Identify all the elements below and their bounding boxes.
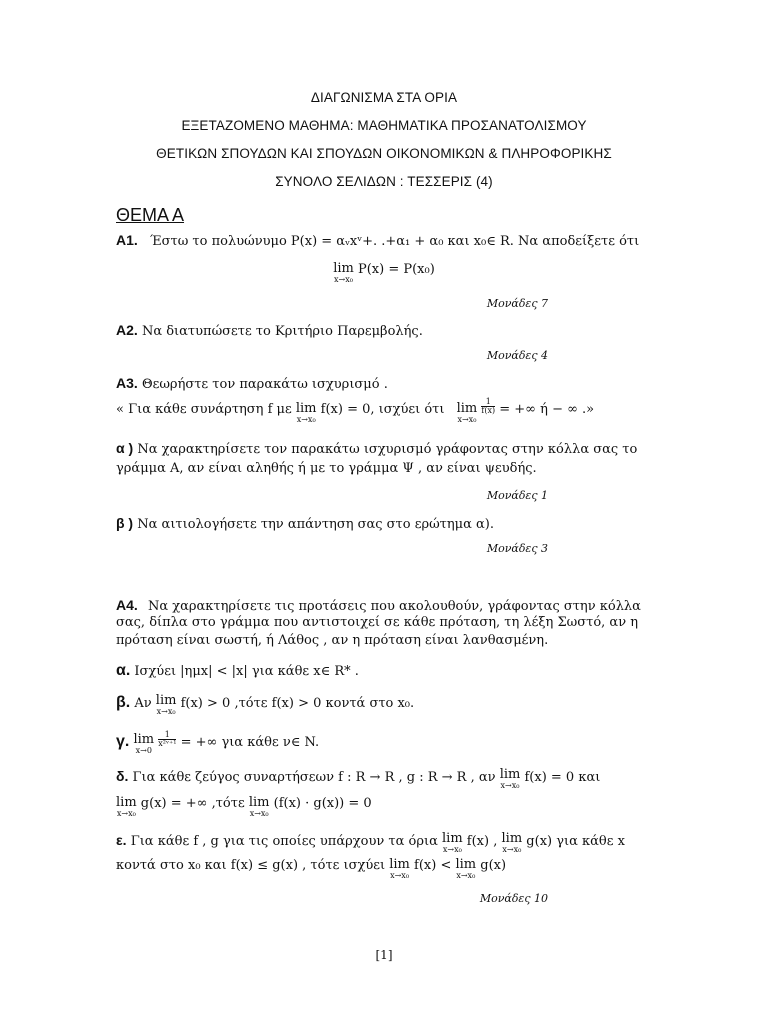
question-a1 bbox=[116, 232, 639, 249]
header-pages: ΣΥΝΟΛΟ ΣΕΛΙΔΩΝ : ΤΕΣΣΕΡΙΣ (4) bbox=[275, 174, 493, 189]
limit: lim x→x₀ bbox=[501, 831, 523, 854]
fraction: $\frac{1}{f(x)}$ bbox=[481, 397, 496, 415]
question-text: Θεωρήστε τον παρακάτω ισχυρισμό . bbox=[141, 377, 388, 392]
a4-item-d-cont: lim x→x₀ g(x) = +∞ ,τότε lim x→x₀ (f(x) · g(x)) = 0 bbox=[116, 795, 372, 818]
a3-alpha-cont: γράμμα Α, αν είναι αληθής ή με το γράμμα Ψ , αν είναι ψευδής. bbox=[116, 461, 537, 476]
limit: lim x→x₀ bbox=[389, 857, 410, 880]
a4-item-e: ε. Για κάθε f , g για τις οποίες υπάρχουν τα όρια lim x→x₀ f(x) , lim x→x₀ g(x) για κάθε x bbox=[116, 831, 625, 854]
question-a2 bbox=[116, 322, 423, 339]
a4-intro-3: πρόταση είναι σωστή, ή Λάθος , αν η πρόταση είναι λανθασμένη. bbox=[116, 633, 549, 648]
page-number: [1] bbox=[375, 948, 393, 962]
limit: lim x→x₀ bbox=[442, 831, 463, 854]
question-label: Α2. bbox=[116, 322, 138, 338]
a4-item-c: γ. lim x→0 $\frac{1}{\text{x²ᵛ⁺¹}}$ = +∞ για κάθε ν∈ N. bbox=[116, 730, 320, 755]
a4-item-e-cont: κοντά στο x₀ και f(x) ≤ g(x) , τότε ισχύει lim x→x₀ f(x) < lim x→x₀ g(x) bbox=[116, 857, 507, 880]
a1-points: Μονάδες 7 bbox=[486, 297, 548, 310]
question-a4: Α4. Να χαρακτηρίσετε τις προτάσεις που ακολουθούν, γράφοντας στην κόλλα bbox=[116, 597, 641, 614]
limit: lim x→0 bbox=[133, 732, 155, 755]
section-heading: ΘΕΜΑ Α bbox=[116, 205, 185, 225]
a3-alpha: α ) Να χαρακτηρίσετε τον παρακάτω ισχυρισμό γράφοντας στην κόλλα σας το bbox=[116, 440, 638, 457]
limit: lim x→x₀ bbox=[333, 261, 354, 284]
limit: lim x→x₀ bbox=[248, 795, 270, 818]
a3-claim: « Για κάθε συνάρτηση f με lim x→x₀ f(x) = 0, ισχύει ότι lim x→x₀ $\frac{1}{f(x)}$ = +∞ ή − ∞ .» bbox=[116, 397, 595, 424]
header-title: ΔΙΑΓΩΝΙΣΜΑ ΣΤΑ ΟΡΙΑ bbox=[310, 90, 458, 105]
limit: lim x→x₀ bbox=[456, 401, 478, 424]
a3-alpha-points: Μονάδες 1 bbox=[486, 489, 548, 502]
a4-points: Μονάδες 10 bbox=[479, 892, 548, 905]
limit: lim x→x₀ bbox=[295, 401, 317, 424]
limit: lim x→x₀ bbox=[155, 693, 177, 716]
question-text: Να διατυπώσετε το Κριτήριο Παρεμβολής. bbox=[141, 324, 423, 339]
a3-beta: β ) Να αιτιολογήσετε την απάντηση σας στο ερώτημα α). bbox=[116, 515, 495, 532]
a1-formula: lim x→x₀ P(x) = P(x₀) bbox=[333, 261, 435, 284]
limit: lim x→x₀ bbox=[499, 767, 521, 790]
a4-intro-2: σας, δίπλα στο γράμμα που αντιστοιχεί σε κάθε πρόταση, τη λέξη Σωστό, αν η bbox=[116, 615, 639, 630]
limit: lim x→x₀ bbox=[455, 857, 477, 880]
question-label: Α4. bbox=[116, 597, 138, 613]
a4-item-b: β. Αν lim x→x₀ f(x) > 0 ,τότε f(x) > 0 κοντά στο x₀. bbox=[116, 693, 415, 716]
limit: lim x→x₀ bbox=[116, 795, 137, 818]
question-label: Α1. bbox=[116, 232, 138, 248]
question-a3 bbox=[116, 375, 388, 392]
header-streams: ΘΕΤΙΚΩΝ ΣΠΟΥΔΩΝ ΚΑΙ ΣΠΟΥΔΩΝ ΟΙΚΟΝΟΜΙΚΩΝ & ΠΛΗΡΟΦΟΡΙΚΗΣ bbox=[156, 146, 612, 161]
fraction: $\frac{1}{\text{x²ᵛ⁺¹}}$ bbox=[158, 730, 177, 748]
a2-points: Μονάδες 4 bbox=[486, 349, 548, 362]
question-text: Έστω το πολυώνυμο P(x) = αᵥxᵛ+. .+α₁ + α₀ και x₀∈ R. Να αποδείξετε ότι bbox=[149, 234, 640, 249]
a4-item-a: α. Ισχύει |ημx| < |x| για κάθε x∈ R* . bbox=[116, 662, 359, 679]
header-subject: ΕΞΕΤΑΖΟΜΕΝΟ ΜΑΘΗΜΑ: ΜΑΘΗΜΑΤΙΚΑ ΠΡΟΣΑΝΑΤΟΛΙΣΜΟΥ bbox=[181, 118, 587, 133]
a3-beta-points: Μονάδες 3 bbox=[486, 542, 548, 555]
a4-item-d: δ. Για κάθε ζεύγος συναρτήσεων f : R → R , g : R → R , αν lim x→x₀ f(x) = 0 και bbox=[116, 767, 601, 790]
question-label: Α3. bbox=[116, 375, 138, 391]
